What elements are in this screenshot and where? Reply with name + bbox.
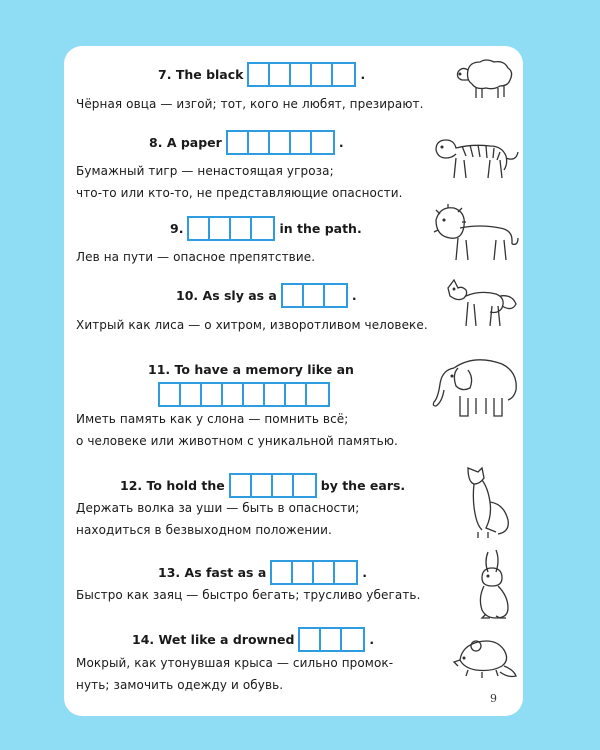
translation-13: Быстро как заяц — быстро бегать; трусливо убегать. <box>76 588 421 602</box>
question-12: 12. To hold the by the ears. <box>120 473 405 498</box>
question-14: 14. Wet like a drowned . <box>132 627 374 652</box>
lion-icon <box>430 204 520 264</box>
translation-14: Мокрый, как утонувшая крыса — сильно промок- нуть; замочить одежду и обувь. <box>76 656 394 692</box>
fox-icon <box>444 276 520 330</box>
answer-boxes-9[interactable] <box>187 216 275 241</box>
translation-11: Иметь память как у слона — помнить всё; о человеке или животном с уникальной памятью. <box>76 412 398 448</box>
translation-7: Чёрная овца — изгой; тот, кого не любят, презирают. <box>76 97 424 111</box>
question-11: 11. To have a memory like an <box>148 362 354 377</box>
page-number: 9 <box>490 692 497 705</box>
wolf-icon <box>462 462 518 540</box>
elephant-icon <box>432 354 520 420</box>
translation-12: Держать волка за уши — быть в опасности; находиться в безвыходном положении. <box>76 501 360 537</box>
translation-8: Бумажный тигр — ненастоящая угроза; что-то или кто-то, не представляющие опасности. <box>76 164 403 200</box>
answer-boxes-7[interactable] <box>247 62 356 87</box>
answer-boxes-13[interactable] <box>270 560 358 585</box>
question-7: 7. The black . <box>158 62 365 87</box>
question-8: 8. A paper . <box>149 130 344 155</box>
sheep-icon <box>450 52 520 102</box>
tiger-icon <box>432 130 520 182</box>
answer-boxes-12[interactable] <box>229 473 317 498</box>
answer-boxes-8[interactable] <box>226 130 335 155</box>
question-13: 13. As fast as a . <box>158 560 367 585</box>
hare-icon <box>474 548 518 620</box>
question-11-boxes <box>154 382 334 407</box>
question-9: 9. in the path. <box>170 216 362 241</box>
answer-boxes-10[interactable] <box>281 283 348 308</box>
question-10: 10. As sly as a . <box>176 283 357 308</box>
rat-icon <box>452 630 520 680</box>
answer-boxes-11[interactable] <box>158 382 330 407</box>
translation-9: Лев на пути — опасное препятствие. <box>76 250 316 264</box>
translation-10: Хитрый как лиса — о хитром, изворотливом человеке. <box>76 318 428 332</box>
answer-boxes-14[interactable] <box>298 627 365 652</box>
